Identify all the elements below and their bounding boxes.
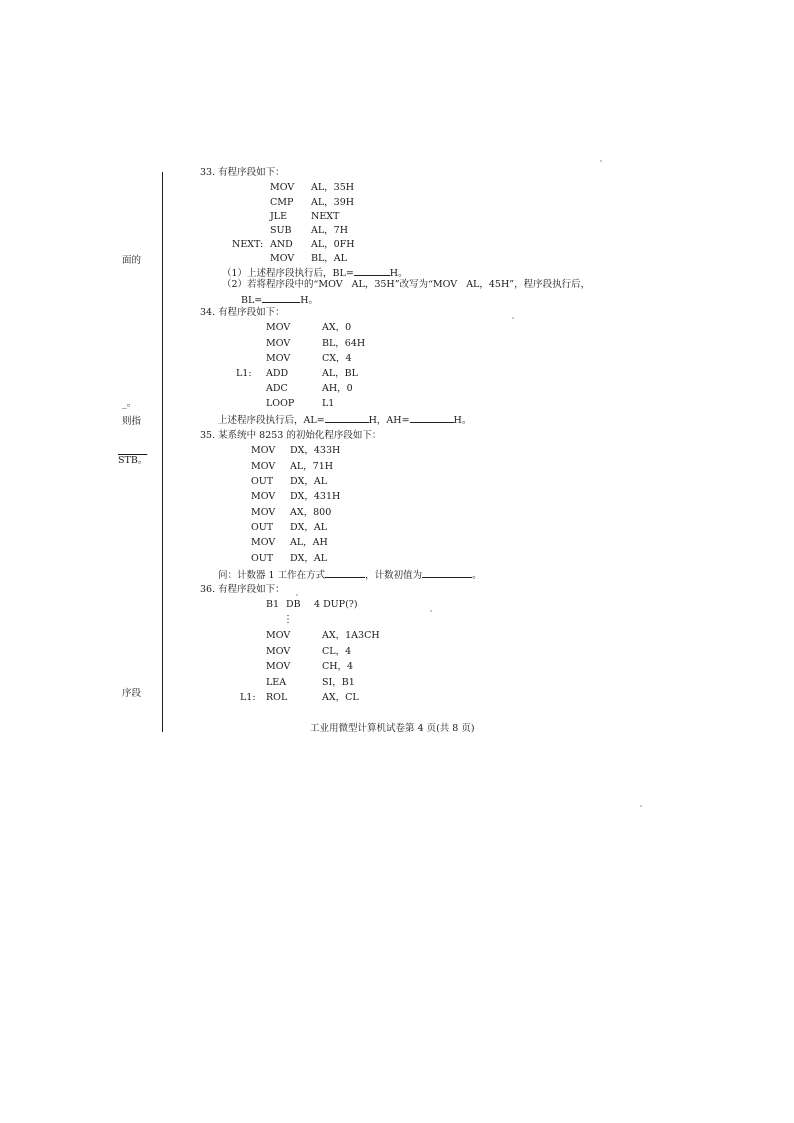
- code-arg: AX，0: [322, 322, 352, 333]
- code-op: MOV: [266, 353, 291, 364]
- code-arg: AX，CL: [322, 692, 359, 703]
- q36-stem: 36. 有程序段如下：: [200, 584, 285, 595]
- code-op: MOV: [251, 445, 276, 456]
- code-op: MOV: [266, 338, 291, 349]
- q34-answer-text: H，AH=: [368, 415, 410, 426]
- code-arg: L1: [322, 398, 335, 409]
- code-arg: AL，7H: [311, 225, 348, 236]
- scan-speck: [600, 160, 602, 162]
- q35-question: [218, 568, 482, 582]
- q34-answer-unit: H。: [453, 415, 472, 426]
- code-op: ADD: [266, 368, 289, 379]
- code-op: ROL: [266, 692, 288, 703]
- code-arg: DX，AL: [290, 522, 328, 533]
- q34-stem: 34. 有程序段如下：: [200, 307, 285, 318]
- code-arg: DX，AL: [290, 476, 328, 487]
- answer-blank[interactable]: [422, 568, 472, 578]
- margin-fragment: 则指: [122, 416, 142, 427]
- code-op: MOV: [251, 537, 276, 548]
- scan-speck: [430, 610, 432, 612]
- code-op: ADC: [266, 383, 288, 394]
- code-arg: DX，AL: [290, 553, 328, 564]
- code-op: LEA: [266, 677, 287, 688]
- code-label: NEXT:: [232, 239, 264, 250]
- margin-fragment: _。: [122, 398, 137, 409]
- answer-blank[interactable]: [354, 266, 390, 276]
- scan-speck: [512, 317, 514, 319]
- code-op: MOV: [270, 182, 295, 193]
- q33-stem: 33. 有程序段如下：: [200, 167, 285, 178]
- ellipsis-mark: ⋮: [283, 614, 293, 625]
- code-op: CMP: [270, 197, 294, 208]
- code-arg: BL，64H: [322, 338, 366, 349]
- margin-fragment: 序段: [122, 688, 142, 699]
- code-op: DB: [286, 599, 301, 610]
- code-op: MOV: [251, 507, 276, 518]
- code-op: JLE: [270, 211, 288, 222]
- scan-speck: [296, 594, 298, 596]
- q35-question-text: ，计数初值为: [365, 570, 423, 581]
- scan-speck: [640, 805, 642, 807]
- code-label: L1:: [240, 692, 256, 703]
- code-op: SUB: [270, 225, 292, 236]
- margin-fragment: STB。: [118, 455, 148, 466]
- code-arg: AX，1A3CH: [322, 630, 380, 641]
- code-arg: AL，AH: [290, 537, 328, 548]
- code-arg: CL，4: [322, 646, 352, 657]
- code-arg: CH，4: [322, 661, 354, 672]
- code-arg: DX，431H: [290, 491, 341, 502]
- code-op: MOV: [266, 630, 291, 641]
- code-op: MOV: [266, 661, 291, 672]
- code-arg: AL，39H: [311, 197, 355, 208]
- column-divider: [162, 172, 163, 732]
- code-arg: AH，0: [322, 383, 353, 394]
- q33-part1-text: （1）上述程序段执行后，BL=: [222, 268, 354, 279]
- code-op: MOV: [251, 491, 276, 502]
- code-arg: AL，0FH: [311, 239, 355, 250]
- code-arg: NEXT: [311, 211, 340, 222]
- code-op: OUT: [251, 553, 274, 564]
- code-arg: AX，800: [290, 507, 332, 518]
- code-op: MOV: [270, 253, 295, 264]
- code-op: AND: [270, 239, 293, 250]
- q33-part1: [222, 266, 408, 280]
- code-op: MOV: [266, 646, 291, 657]
- q35-stem: 35. 某系统中 8253 的初始化程序段如下：: [200, 430, 382, 441]
- answer-blank[interactable]: [410, 413, 454, 423]
- q33-part2-text: BL=: [241, 295, 263, 306]
- code-arg: CX，4: [322, 353, 352, 364]
- q35-question-text: 。: [472, 570, 482, 581]
- q34-answer: [218, 413, 471, 427]
- code-arg: BL，AL: [311, 253, 347, 264]
- q33-part2: （2）若将程序段中的“MOV AL，35H”改写为“MOV AL，45H”，程序段执行后，: [222, 279, 591, 290]
- code-label: B1: [266, 599, 280, 610]
- code-arg: 4 DUP(?): [314, 599, 358, 610]
- code-op: OUT: [251, 476, 274, 487]
- code-op: LOOP: [266, 398, 295, 409]
- code-arg: DX，433H: [290, 445, 341, 456]
- code-arg: SI，B1: [322, 677, 355, 688]
- code-label: L1:: [236, 368, 252, 379]
- code-arg: AL，71H: [290, 461, 334, 472]
- answer-blank[interactable]: [325, 568, 365, 578]
- code-arg: AL，35H: [311, 182, 355, 193]
- margin-fragment: 面的: [122, 255, 142, 266]
- code-arg: AL，BL: [322, 368, 358, 379]
- q34-answer-text: 上述程序段执行后，AL=: [218, 415, 325, 426]
- q35-question-text: 问：计数器 1 工作在方式: [218, 570, 326, 581]
- answer-blank[interactable]: [325, 413, 369, 423]
- q33-part1-unit: H。: [389, 268, 408, 279]
- q33-part2-unit: H。: [300, 295, 319, 306]
- page-footer: 工业用微型计算机试卷第 4 页(共 8 页): [310, 723, 475, 734]
- answer-blank[interactable]: [262, 293, 300, 303]
- code-op: MOV: [266, 322, 291, 333]
- q33-part2-answer: [241, 293, 318, 307]
- code-op: OUT: [251, 522, 274, 533]
- code-op: MOV: [251, 461, 276, 472]
